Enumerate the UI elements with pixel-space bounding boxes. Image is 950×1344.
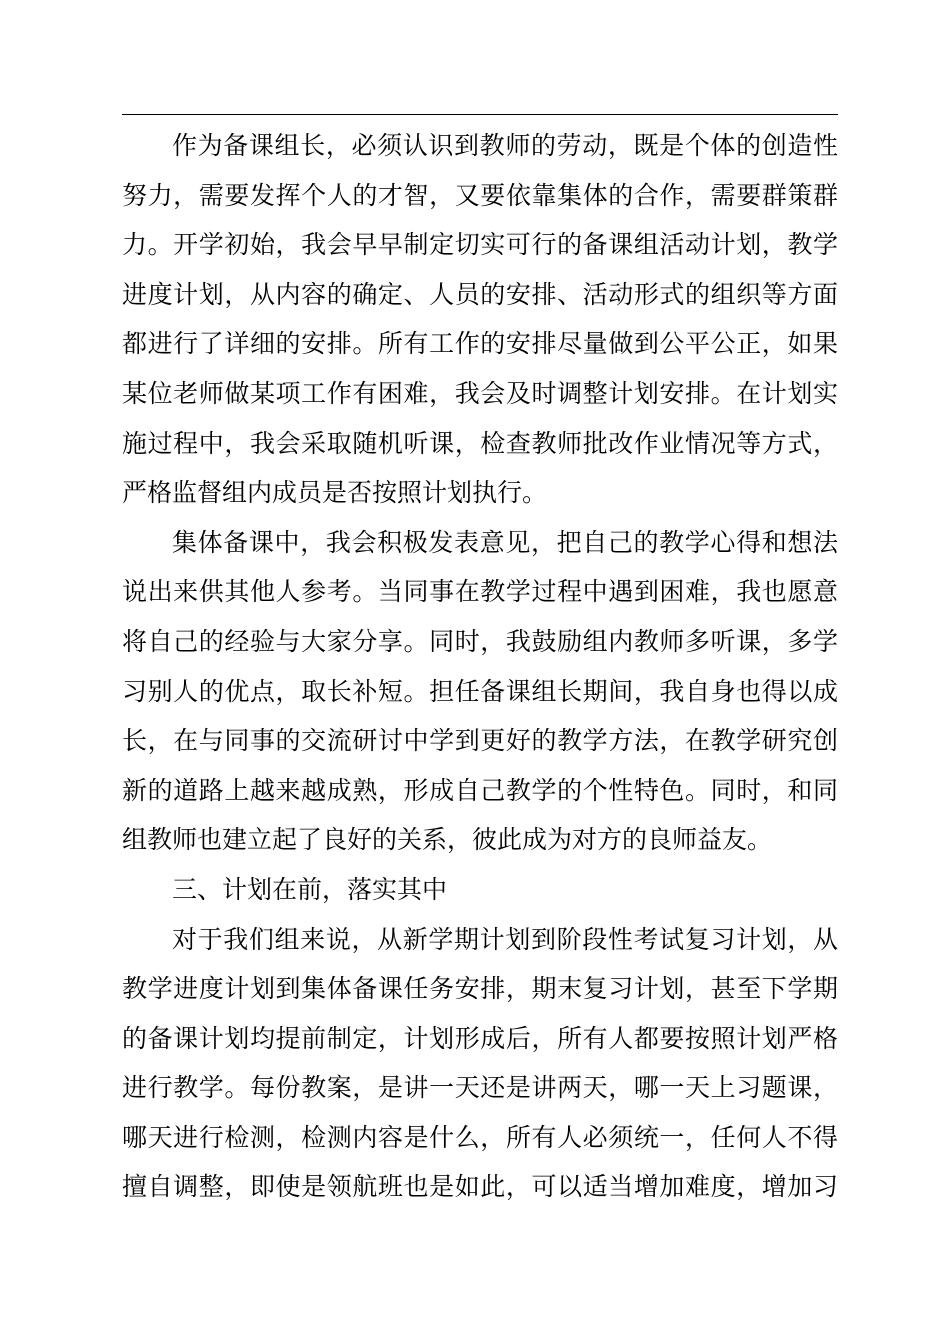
section-heading: 三、计划在前，落实其中 <box>172 874 448 904</box>
paragraph-line: 擅自调整，即使是领航班也是如此，可以适当增加难度，增加习 <box>122 1172 838 1202</box>
paragraph-line: 作为备课组长，必须认识到教师的劳动，既是个体的创造性 <box>172 131 838 160</box>
paragraph-line: 组教师也建立起了良好的关系，彼此成为对方的良师益友。 <box>122 825 773 855</box>
body-text <box>122 121 838 1212</box>
paragraph-line: 将自己的经验与大家分享。同时，我鼓励组内教师多听课，多学 <box>122 626 838 656</box>
paragraph-line: 说出来供其他人参考。当同事在教学过程中遇到困难，我也愿意 <box>122 577 838 607</box>
paragraph-line: 施过程中，我会采取随机听课，检查教师批改作业情况等方式， <box>122 428 838 458</box>
paragraph-line: 教学进度计划到集体备课任务安排，期末复习计划，甚至下学期 <box>122 974 838 1004</box>
paragraph-line: 哪天进行检测，检测内容是什么，所有人必须统一，任何人不得 <box>122 1122 838 1152</box>
header-rule <box>122 114 838 115</box>
paragraph-line: 力。开学初始，我会早早制定切实可行的备课组活动计划，教学 <box>122 230 838 260</box>
paragraph-line: 集体备课中，我会积极发表意见，把自己的教学心得和想法 <box>172 527 838 557</box>
paragraph-line: 长，在与同事的交流研讨中学到更好的教学方法，在教学研究创 <box>122 726 838 756</box>
paragraph-line: 对于我们组来说，从新学期计划到阶段性考试复习计划，从 <box>172 924 838 954</box>
paragraph-line: 努力，需要发挥个人的才智，又要依靠集体的合作，需要群策群 <box>122 180 838 210</box>
paragraph-line: 某位老师做某项工作有困难，我会及时调整计划安排。在计划实 <box>122 378 838 408</box>
paragraph-line: 都进行了详细的安排。所有工作的安排尽量做到公平公正，如果 <box>122 329 838 359</box>
paragraph-line: 进行教学。每份教案，是讲一天还是讲两天，哪一天上习题课， <box>122 1073 838 1103</box>
paragraph-line: 习别人的优点，取长补短。担任备课组长期间，我自身也得以成 <box>122 676 838 706</box>
paragraph-line: 的备课计划均提前制定，计划形成后，所有人都要按照计划严格 <box>122 1023 838 1053</box>
paragraph-line: 新的道路上越来越成熟，形成自己教学的个性特色。同时，和同 <box>122 775 838 805</box>
paragraph-line: 进度计划，从内容的确定、人员的安排、活动形式的组织等方面 <box>122 279 838 309</box>
paragraph-line: 严格监督组内成员是否按照计划执行。 <box>122 478 548 508</box>
